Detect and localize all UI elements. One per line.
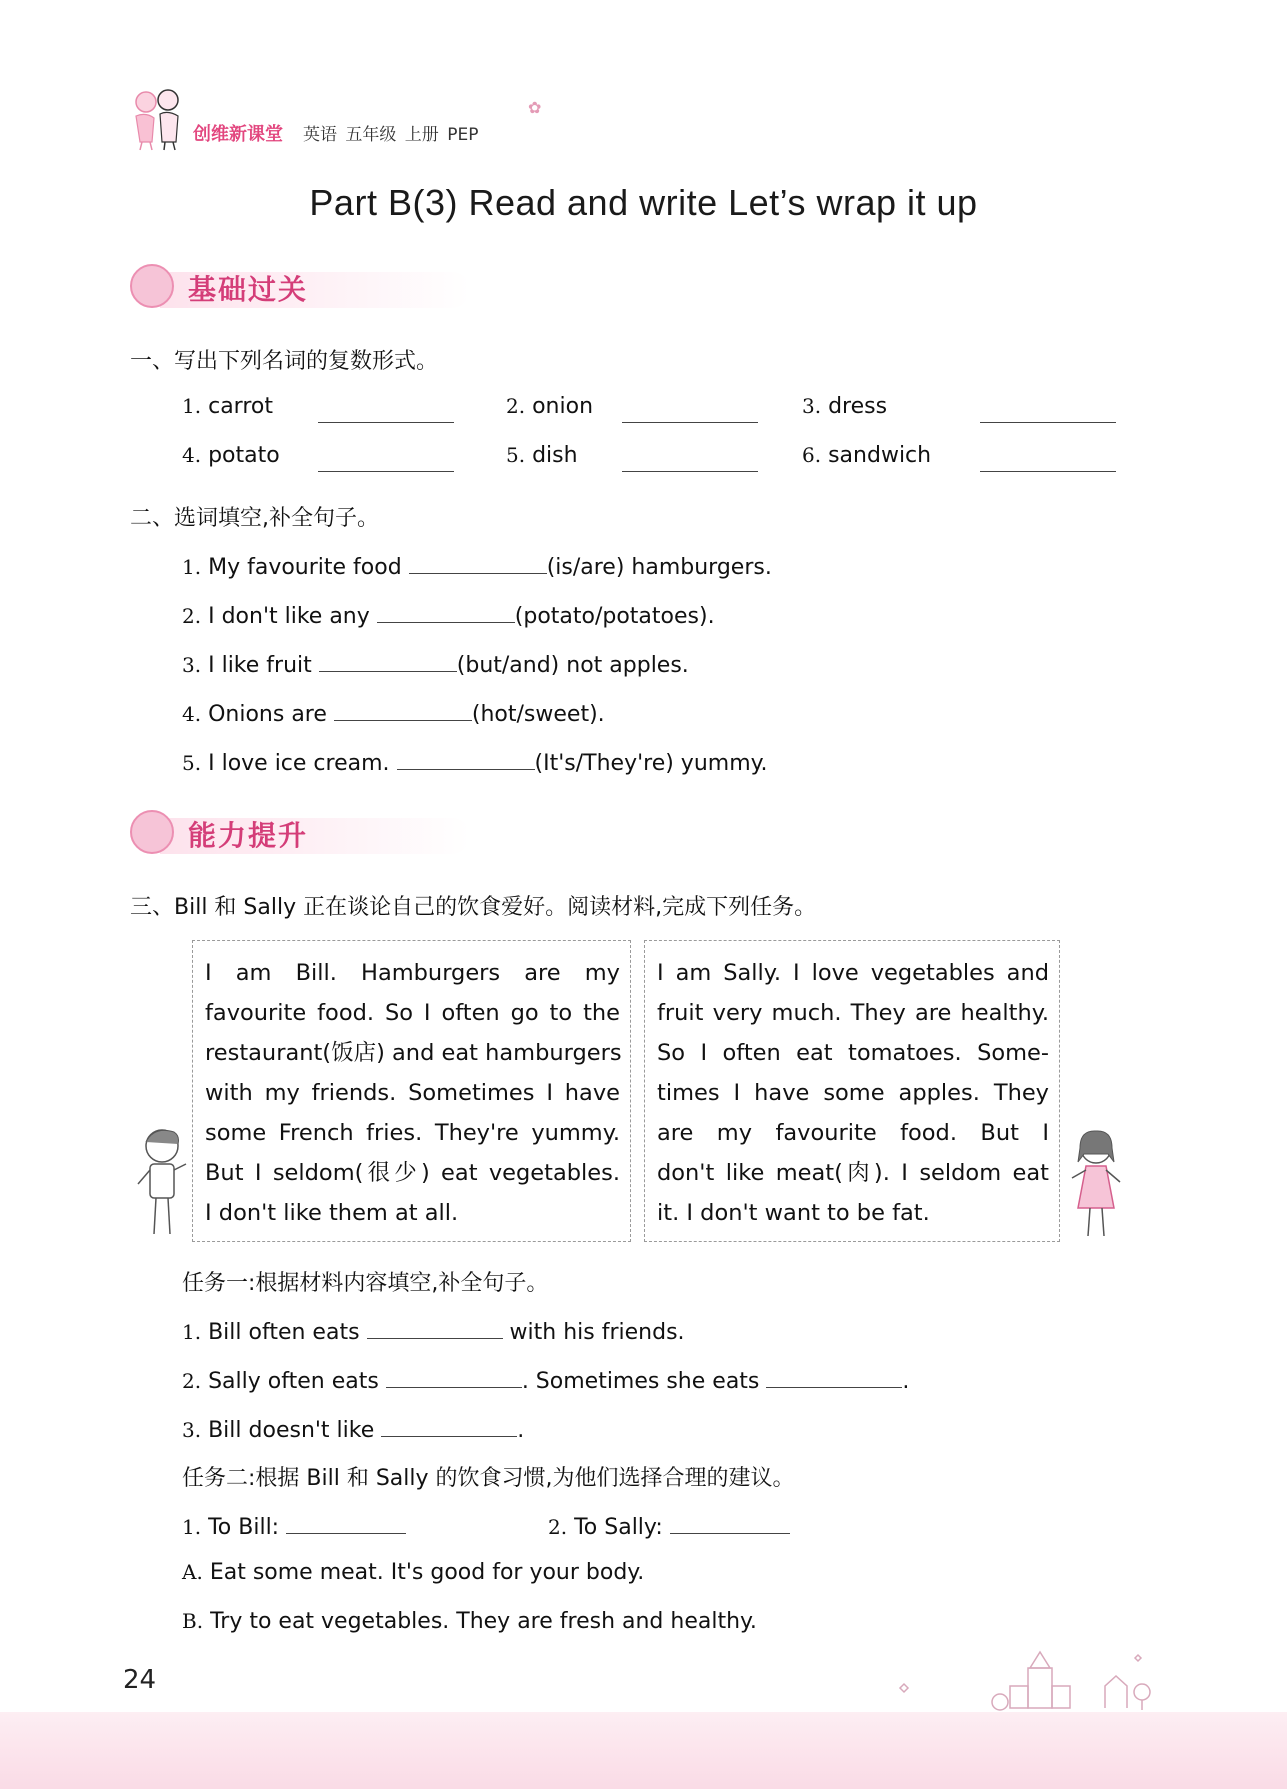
answer-blank[interactable] [622,400,758,423]
badge-face-icon [130,264,174,308]
sentence-end: . [517,1418,525,1443]
question-3-heading: 三、Bill 和 Sally 正在谈论自己的饮食爱好。阅读材料,完成下列任务。 [130,895,817,920]
task1-sentence-2 [182,1365,909,1394]
question-2-heading: 二、选词填空,补全句子。 [130,506,379,531]
boy-illustration-icon [134,1124,190,1244]
bill-line-1: I am Bill. Hamburgers are my [205,960,620,986]
sentence-end: with his friends. [509,1320,685,1345]
q1-item-6 [802,443,931,468]
answer-blank[interactable] [319,649,457,672]
answer-blank[interactable] [381,1414,517,1437]
sally-line-4: times I have some apples. They [657,1080,1049,1106]
option-letter: A. [182,1560,203,1584]
item-number: 2. [182,604,202,628]
answer-blank[interactable] [980,400,1116,423]
answer-blank[interactable] [334,698,472,721]
sally-line-2: fruit very much. They are healthy. [657,1000,1049,1026]
sally-passage [644,940,1060,1242]
item-number: 2. [548,1515,568,1539]
item-number: 2. [182,1369,202,1393]
sentence-start: I don't like any [208,604,370,629]
sentence-start: Bill often eats [208,1320,360,1345]
item-number: 2. [506,394,526,418]
bill-line-3: restaurant(饭店) and eat hamburgers [205,1040,622,1066]
page-number: 24 [123,1665,157,1695]
item-number: 1. [182,555,202,579]
answer-blank[interactable] [670,1511,790,1534]
task1-sentence-1 [182,1316,685,1345]
q1-item-2 [506,394,593,419]
item-number: 3. [182,1418,202,1442]
option-text: Try to eat vegetables. They are fresh and healthy. [210,1609,757,1634]
bill-line-6: But I seldom(很少) eat vegetables. [205,1160,620,1186]
answer-blank[interactable] [397,747,535,770]
item-word: onion [532,394,594,419]
sentence-end: (potato/potatoes). [514,604,715,629]
answer-blank[interactable] [377,600,515,623]
kids-logo-icon [128,86,188,152]
sally-line-5: are my favourite food. But I [657,1120,1049,1146]
question-label: To Bill: [208,1515,280,1540]
task-2-heading: 任务二:根据 Bill 和 Sally 的饮食习惯,为他们选择合理的建议。 [182,1466,795,1491]
bill-passage [192,940,631,1242]
answer-blank[interactable] [286,1511,406,1534]
bill-line-4: with my friends. Sometimes I have [205,1080,620,1106]
task2-question-2 [548,1511,790,1540]
answer-blank[interactable] [980,449,1116,472]
question-1-heading: 一、写出下列名词的复数形式。 [130,349,439,374]
castle-decoration-icon [880,1648,1180,1718]
task2-question-1 [182,1511,406,1540]
sentence-end: (is/are) hamburgers. [546,555,772,580]
option-b [182,1609,757,1634]
item-number: 5. [506,443,526,467]
sally-line-1: I am Sally. I love vegetables and [657,960,1049,986]
sentence-start: Onions are [208,702,327,727]
flower-decoration-icon: ✿ [528,98,542,117]
footer-band [0,1712,1287,1789]
subject-info: 英语 五年级 上册 PEP [303,125,479,145]
item-number: 1. [182,1515,202,1539]
sally-line-3: So I often eat tomatoes. Some- [657,1040,1049,1066]
answer-blank[interactable] [766,1365,902,1388]
sentence-end: (It's/They're) yummy. [534,751,768,776]
item-number: 4. [182,702,202,726]
item-number: 1. [182,1320,202,1344]
sentence-start: I love ice cream. [208,751,390,776]
item-word: sandwich [828,443,932,468]
badge-face-icon [130,810,174,854]
bill-line-2: favourite food. So I often go to the [205,1000,620,1026]
item-word: carrot [208,394,273,419]
answer-blank[interactable] [318,400,454,423]
page-title: Part B(3) Read and write Let’s wrap it up [309,182,978,223]
item-number: 4. [182,443,202,467]
section-label: 能力提升 [188,819,309,852]
q2-item-5 [182,747,768,776]
q2-item-1 [182,551,772,580]
q2-item-3 [182,649,689,678]
bill-line-7: I don't like them at all. [205,1200,459,1226]
sentence-end: (but/and) not apples. [456,653,689,678]
q1-item-4 [182,443,280,468]
sentence-end: (hot/sweet). [471,702,605,727]
option-a [182,1560,644,1585]
brand-name: 创维新课堂 [193,124,283,145]
sally-line-7: it. I don't want to be fat. [657,1200,930,1226]
q1-item-5 [506,443,578,468]
q2-item-2 [182,600,715,629]
option-text: Eat some meat. It's good for your body. [209,1560,645,1585]
section-label: 基础过关 [188,273,309,306]
q1-item-3 [802,394,887,419]
girl-illustration-icon [1066,1126,1126,1244]
sally-line-6: don't like meat(肉). I seldom eat [657,1160,1049,1186]
answer-blank[interactable] [367,1316,503,1339]
item-number: 6. [802,443,822,467]
answer-blank[interactable] [409,551,547,574]
bill-line-5: some French fries. They're yummy. [205,1120,620,1146]
item-word: potato [208,443,280,468]
option-letter: B. [182,1609,204,1633]
item-number: 1. [182,394,202,418]
sentence-middle: . Sometimes she eats [521,1369,760,1394]
sentence-start: My favourite food [208,555,402,580]
question-label: To Sally: [574,1515,663,1540]
sentence-start: I like fruit [208,653,312,678]
task1-sentence-3 [182,1414,524,1443]
item-number: 3. [802,394,822,418]
item-number: 5. [182,751,202,775]
answer-blank[interactable] [386,1365,522,1388]
item-word: dish [532,443,578,468]
item-number: 3. [182,653,202,677]
answer-blank[interactable] [622,449,758,472]
q2-item-4 [182,698,605,727]
item-word: dress [828,394,888,419]
sentence-start: Bill doesn't like [208,1418,375,1443]
sentence-end: . [902,1369,910,1394]
task-1-heading: 任务一:根据材料内容填空,补全句子。 [182,1271,549,1296]
q1-item-1 [182,394,273,419]
sentence-start: Sally often eats [208,1369,379,1394]
answer-blank[interactable] [318,449,454,472]
